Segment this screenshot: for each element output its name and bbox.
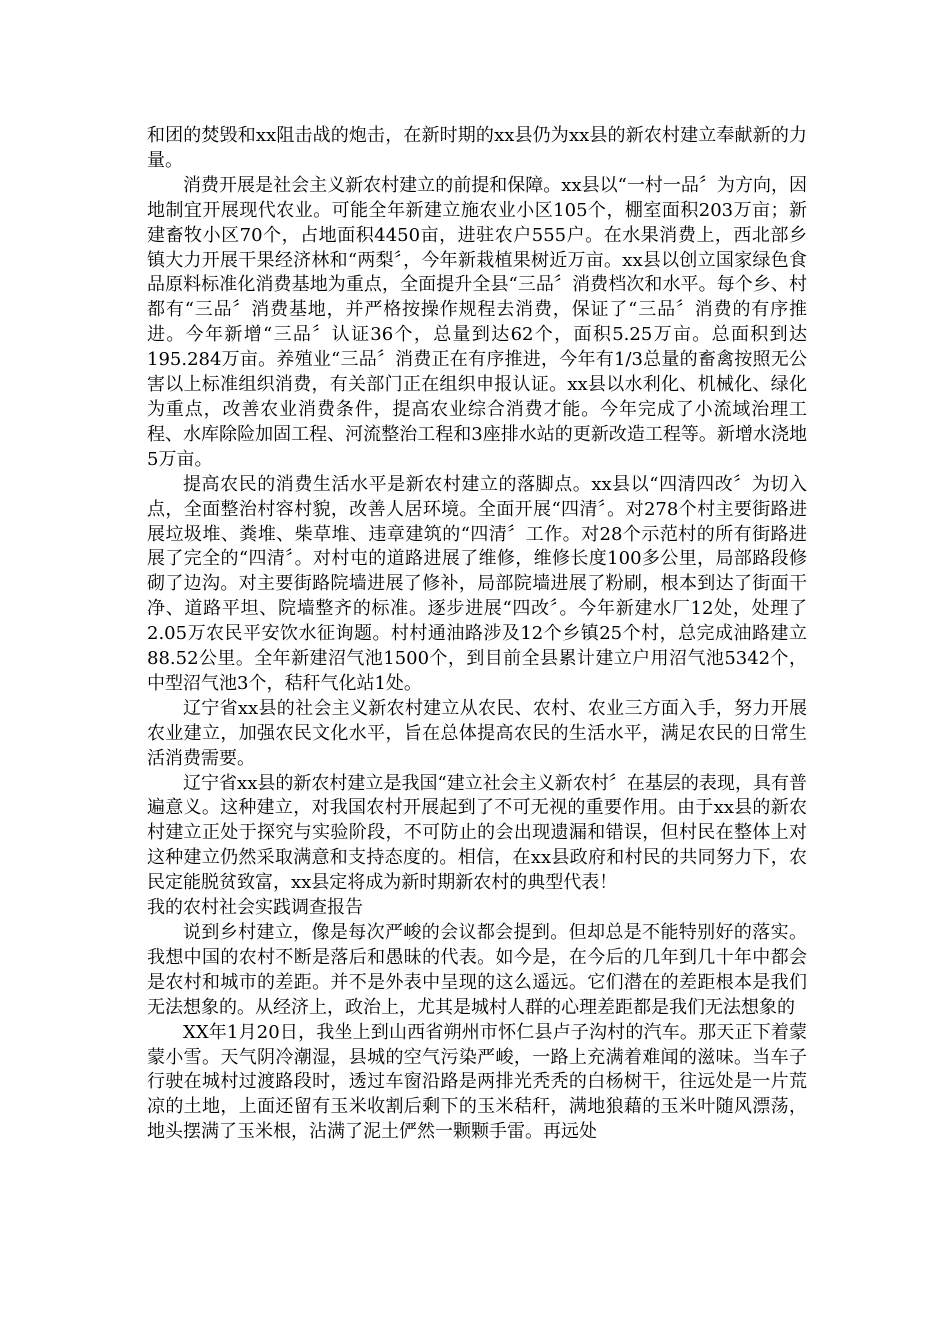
document-body: [147, 124, 807, 1145]
paragraph-1: 和团的焚毁和xx阻击战的炮击，在新时期的xx县仍为xx县的新农村建立奉献新的力量。: [147, 125, 807, 171]
paragraph-2: 消费开展是社会主义新农村建立的前提和保障。xx县以“一村一品〞为方向，因地制宜开展现代农业。可能全年新建立施农业小区105个，棚室面积203万亩；新建畜牧小区70个，占地面积4450亩，进驻农户555户。在水果消费上，西北部乡镇大力开展干果经济林和“两梨〞，今年新栽植果树近万亩。xx县以创立国家绿色食品原料标准化消费基地为重点，全面提升全县“三品〞消费档次和水平。每个乡、村都有“三品〞消费基地，并严格按操作规程去消费，保证了“三品〞消费的有序推进。今年新增“三品〞认证36个，总量到达62个，面积5.25万亩。总面积到达195.284万亩。养殖业“三品〞消费正在有序推进，今年有1/3总量的畜禽按照无公害以上标准组织消费，有关部门正在组织申报认证。xx县以水利化、机械化、绿化为重点，改善农业消费条件，提高农业综合消费才能。今年完成了小流域治理工程、水库除险加固工程、河流整治工程和3座排水站的更新改造工程等。新增水浇地5万亩。: [147, 174, 807, 470]
paragraph-5: 辽宁省xx县的新农村建立是我国“建立社会主义新农村〞在基层的表现，具有普遍意义。这种建立，对我国农村开展起到了不可无视的重要作用。由于xx县的新农村建立正处于探究与实验阶段，不可防止的会出现遗漏和错误，但村民在整体上对这种建立仍然采取满意和支持态度的。相信，在xx县政府和村民的共同努力下，农民定能脱贫致富，xx县定将成为新时期新农村的典型代表！: [147, 772, 807, 894]
paragraph-3: 提高农民的消费生活水平是新农村建立的落脚点。xx县以“四清四改〞为切入点，全面整治村容村貌，改善人居环境。全面开展“四清〞。对278个村主要街路进展垃圾堆、粪堆、柴草堆、违章建筑的“四清〞工作。对28个示范村的所有街路进展了完全的“四清〞。对村屯的道路进展了维修，维修长度100多公里，局部路段修砌了边沟。对主要街路院墙进展了修补，局部院墙进展了粉刷，根本到达了街面干净、道路平坦、院墙整齐的标准。逐步进展“四改〞。今年新建水厂12处，处理了2.05万农民平安饮水征询题。村村通油路涉及12个乡镇25个村，总完成油路建立88.52公里。全年新建沼气池1500个，到目前全县累计建立户用沼气池5342个，中型沼气池3个，秸秆气化站1处。: [147, 473, 807, 694]
paragraph-4: 辽宁省xx县的社会主义新农村建立从农民、农村、农业三方面入手，努力开展农业建立，加强农民文化水平，旨在总体提高农民的生活水平，满足农民的日常生活消费需要。: [147, 697, 807, 769]
section-title: 我的农村社会实践调查报告: [147, 897, 363, 919]
section-paragraph-2: XX年1月20日，我坐上到山西省朔州市怀仁县卢子沟村的汽车。那天正下着蒙蒙小雪。天气阴冷潮湿，县城的空气污染严峻，一路上充满着难闻的滋味。当车子行驶在城村过渡路段时，透过车窗沿路是两排光秃秃的白杨树干，往远处是一片荒凉的土地，上面还留有玉米收割后剩下的玉米秸秆，满地狼藉的玉米叶随风漂荡，地头摆满了玉米根，沾满了泥土俨然一颗颗手雷。再远处: [147, 1021, 807, 1143]
section-paragraph-1: 说到乡村建立，像是每次严峻的会议都会提到。但却总是不能特别好的落实。我想中国的农村不断是落后和愚昧的代表。如今是，在今后的几年到几十年中都会是农村和城市的差距。并不是外表中呈现的这么遥远。它们潜在的差距根本是我们无法想象的。从经济上，政治上，尤其是城村人群的心理差距都是我们无法想象的: [147, 922, 807, 1018]
